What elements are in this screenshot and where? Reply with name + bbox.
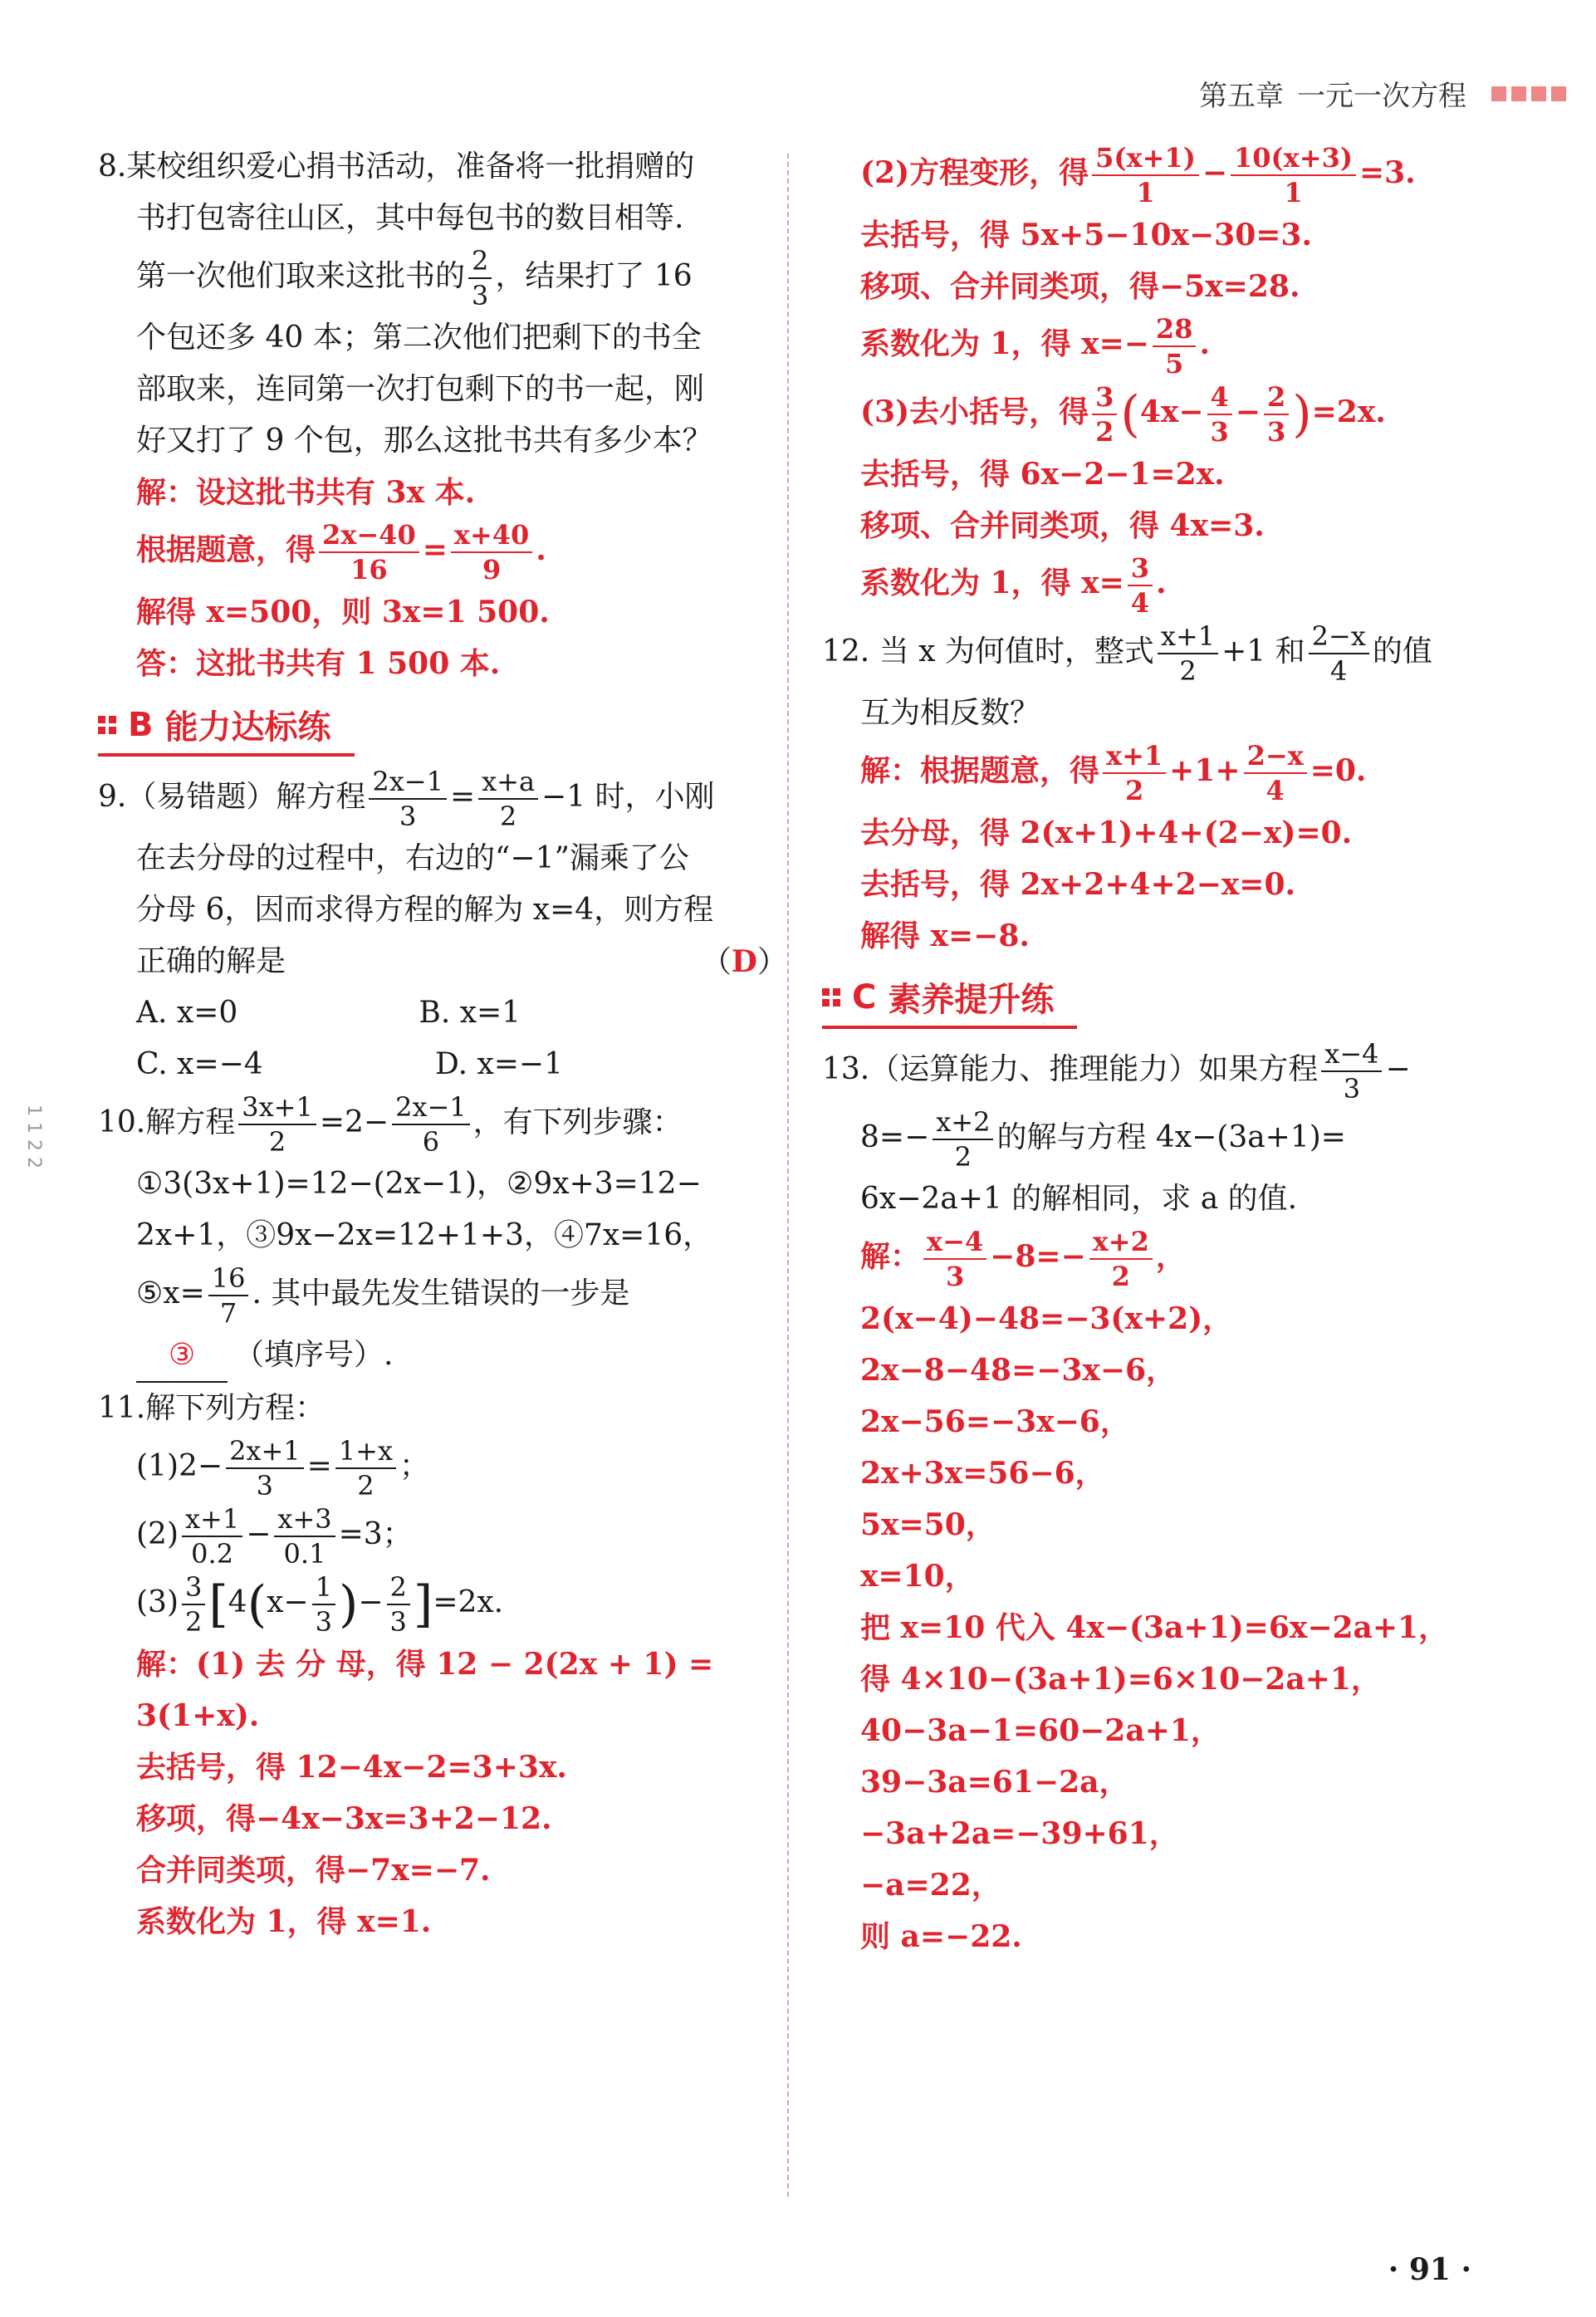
q11-r1: (2)方程变形，得 $\frac{5(x+1)}{1}$ − $\frac{10(x+3)}{1}$ =3. [860, 142, 1416, 208]
section-b-label: 能力达标练 [164, 708, 331, 747]
option-b: B. x=1 [419, 996, 521, 1030]
q13-step: 2(x−4)−48=−3(x+2)， [860, 1301, 1233, 1336]
q10-line-1: 10.解方程 $\frac{3x+1}{2}$ =2− $\frac{2x-1}{6}$ ，有下列步骤： [98, 1091, 683, 1158]
option-a: A. x=0 [136, 996, 238, 1030]
q13-step: 2x−8−48=−3x−6， [860, 1353, 1177, 1388]
q11-part-1: (1)2− $\frac{2x+1}{3}$ = $\frac{1+x}{2}$ ； [136, 1435, 430, 1501]
question-13 [822, 1037, 1511, 1962]
section-c-label: 素养提升练 [888, 981, 1055, 1019]
q9-answer: D [731, 944, 757, 979]
q11-solution-1b: 3(1+x). [136, 1698, 260, 1733]
q13-line-1: 13.（运算能力、推理能力）如果方程 $\frac{x-4}{3}$ − [822, 1038, 1411, 1105]
right-column [822, 141, 1511, 1962]
q13-step: −a=22， [860, 1868, 1001, 1903]
q11-solution-3: 移项，得−4x−3x=3+2−12. [136, 1801, 552, 1836]
q8-solution-1: 解：设这批书共有 3x 本. [136, 475, 476, 510]
fraction: $\frac{2}{3}$ [468, 244, 492, 312]
q13-step: 39−3a=61−2a， [860, 1765, 1129, 1800]
page-number: · 91 · [1388, 2252, 1471, 2287]
q8-solution-2: 根据题意，得 $\frac{2x-40}{16}$ = $\frac{x+40}{9}$ . [136, 519, 546, 585]
q11-part-2: (2) $\frac{x+1}{0.2}$ − $\frac{x+3}{0.1}$ =3； [136, 1503, 413, 1570]
q10-line-2: ①3(3x+1)=12−(2x−1)，②9x+3=12− [136, 1167, 702, 1201]
q8-solution-3: 解得 x=500，则 3x=1 500. [136, 595, 550, 629]
q9-options-row-1 [98, 987, 702, 1039]
q11-r2: 去括号，得 5x+5−10x−30=3. [860, 218, 1312, 252]
question-9 [98, 765, 787, 1090]
q13-step: 2x−56=−3x−6， [860, 1404, 1130, 1439]
q10-line-4: ⑤x= $\frac{16}{7}$ . 其中最先发生错误的一步是 [136, 1262, 630, 1329]
q13-step: 把 x=10 代入 4x−(3a+1)=6x−2a+1， [860, 1610, 1449, 1645]
q11-solution-2: 去括号，得 12−4x−2=3+3x. [136, 1750, 567, 1785]
q11-r3: 移项、合并同类项，得−5x=28. [860, 269, 1300, 304]
q11-solution-5: 系数化为 1，得 x=1. [136, 1904, 432, 1939]
q11-part-3: (3) $\frac{3}{2}$ [4(x− $\frac{1}{3}$ )− $\frac{2}{3}$ ]=2x. [136, 1571, 504, 1638]
question-8 [98, 141, 787, 689]
section-dots-icon [822, 988, 840, 1007]
q9-answer-box: （D） [701, 944, 787, 979]
chapter-title: 一元一次方程 [1297, 80, 1466, 113]
option-c: C. x=−4 [136, 1047, 263, 1081]
q12-line-1: 12. 当 x 为何值时，整式 $\frac{x+1}{2}$ +1 和 $\frac{2-x}{4}$ 的值 [822, 620, 1432, 687]
q11-solution-1: 解：(1) 去 分 母，得 12 − 2(2x + 1) = [136, 1647, 714, 1682]
q11-solution-4: 合并同类项，得−7x=−7. [136, 1853, 491, 1888]
q13-step: 则 a=−22. [860, 1919, 1022, 1954]
q12-solution-2: 去分母，得 2(x+1)+4+(2−x)=0. [860, 816, 1353, 850]
question-12 [822, 620, 1511, 962]
question-11 [98, 1383, 787, 1947]
q9-line-2: 在去分母的过程中，右边的“−1”漏乘了公 [136, 841, 689, 875]
q11-title: 11.解下列方程： [98, 1391, 326, 1425]
question-11-continued [822, 141, 1511, 620]
q8-line-5: 部取来，连同第一次打包剩下的书一起，刚 [136, 372, 705, 406]
section-c-title [822, 973, 1077, 1029]
q9-line-4: 正确的解是 （D） [98, 936, 787, 987]
header-decoration [1486, 86, 1566, 101]
q11-r7: 移项、合并同类项，得 4x=3. [860, 508, 1265, 543]
q8-line-3: 第一次他们取来这批书的 $\frac{2}{3}$ ，结果打了 16 [136, 245, 693, 311]
q10-line-5: ③ （填序号）. [98, 1330, 787, 1383]
section-b-letter: B [128, 705, 154, 744]
q13-step: 40−3a−1=60−2a+1， [860, 1713, 1221, 1748]
q13-line-3: 6x−2a+1 的解相同，求 a 的值. [860, 1182, 1298, 1216]
section-b-title [98, 701, 355, 757]
question-10 [98, 1090, 787, 1383]
q12-solution-4: 解得 x=−8. [860, 918, 1030, 953]
q11-r5: (3)去小括号，得 $\frac{3}{2}$ (4x− $\frac{4}{3}$ − $\frac{2}{3}$ )=2x. [860, 381, 1386, 448]
q10-answer-blank: ③ [136, 1330, 228, 1383]
q9-line-1: 9.（易错题）解方程 $\frac{2x-1}{3}$ = $\frac{x+a}{2}$ −1 时，小刚 [98, 766, 715, 832]
q8-line-6: 好又打了 9 个包，那么这批书共有多少本？ [136, 424, 712, 458]
q8-line-4: 个包还多 40 本；第二次他们把剩下的书全 [136, 321, 702, 355]
q12-line-2: 互为相反数？ [860, 696, 1040, 730]
section-c-letter: C [852, 977, 877, 1016]
option-d: D. x=−1 [435, 1047, 564, 1081]
q13-step: 2x+3x=56−6， [860, 1456, 1105, 1491]
q9-options-row-2 [98, 1039, 787, 1090]
section-dots-icon [98, 716, 116, 734]
q12-solution-1: 解：根据题意，得 $\frac{x+1}{2}$ +1+ $\frac{2-x}{4}$ =0. [860, 740, 1367, 806]
chapter-label: 第五章 [1199, 80, 1284, 113]
q11-r4: 系数化为 1，得 x=− $\frac{28}{5}$ . [860, 313, 1210, 380]
q13-step: 得 4×10−(3a+1)=6×10−2a+1， [860, 1662, 1381, 1697]
page-header [1199, 73, 1566, 114]
column-divider [787, 154, 789, 2197]
q8-line-1: 8.某校组织爱心捐书活动，准备将一批捐赠的 [98, 149, 695, 184]
q8-answer: 答：这批书共有 1 500 本. [136, 646, 501, 681]
q13-step: 5x=50， [860, 1507, 996, 1542]
q13-line-2: 8=− $\frac{x+2}{2}$ 的解与方程 4x−(3a+1)= [860, 1106, 1346, 1173]
q13-solution-1: 解： $\frac{x-4}{3}$ −8=− $\frac{x+2}{2}$ ， [860, 1226, 1186, 1292]
q10-line-3: 2x+1，③9x−2x=12+1+3，④7x=16， [136, 1218, 713, 1252]
q11-r6: 去括号，得 6x−2−1=2x. [860, 457, 1225, 492]
q12-solution-3: 去括号，得 2x+2+4+2−x=0. [860, 867, 1296, 902]
q13-step: −3a+2a=−39+61， [860, 1816, 1179, 1851]
side-mark: 1 1 2 2 [23, 1105, 44, 1168]
left-column [98, 141, 787, 1947]
q13-step: x=10， [860, 1559, 975, 1594]
q9-line-3: 分母 6，因而求得方程的解为 x=4，则方程 [136, 893, 714, 927]
q8-line-2: 书打包寄往山区，其中每包书的数目相等. [136, 201, 684, 235]
q11-r8: 系数化为 1，得 x= $\frac{3}{4}$ . [860, 552, 1167, 619]
